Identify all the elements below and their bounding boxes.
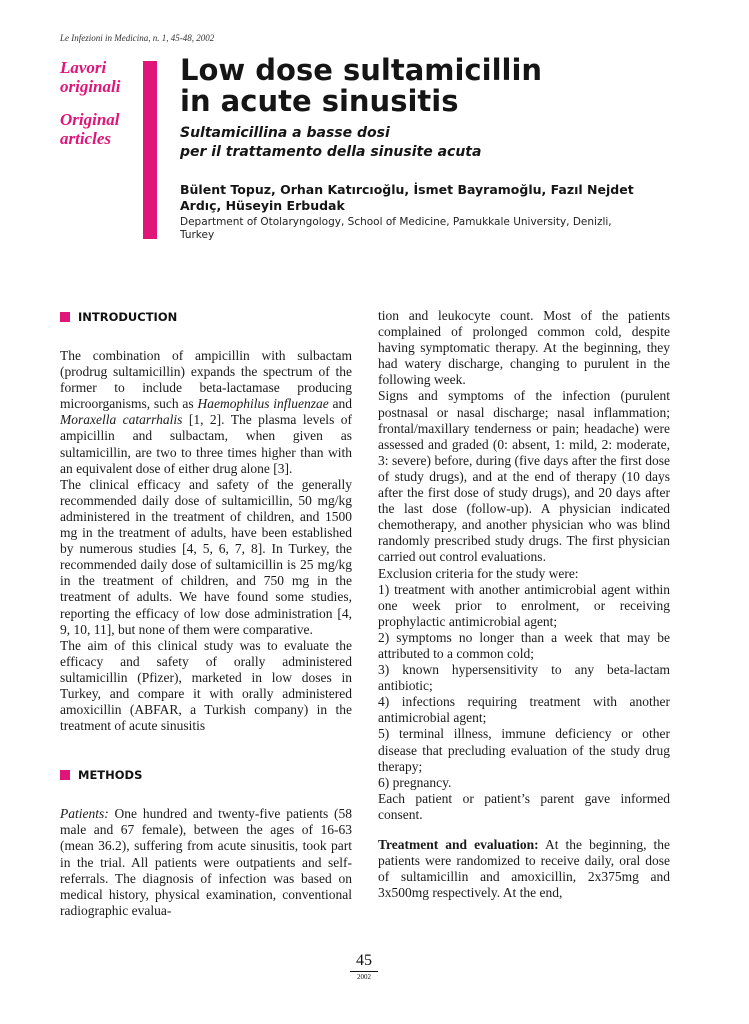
author-list: Bülent Topuz, Orhan Katırcıoğlu, İsmet Bayramoğlu, Fazıl Nejdet Ardıç, Hüseyin Erbudak	[180, 182, 634, 213]
section-label	[60, 58, 150, 162]
exclusion-item: 3) known hypersensitivity to any beta-lactam antibiotic;	[378, 662, 670, 694]
heading-square-icon	[60, 770, 70, 780]
heading-square-icon	[60, 312, 70, 322]
article-subtitle: Sultamicillina a basse dosi per il trattamento della sinusite acuta	[180, 125, 482, 160]
exclusion-intro: Exclusion criteria for the study were:	[378, 565, 579, 581]
article-title: Low dose sultamicillin in acute sinusitis	[180, 53, 543, 118]
methods-heading: METHODS	[60, 766, 352, 784]
intro-paragraph-3: The aim of this clinical study was to evaluate the efficacy and safety of orally administered sultamicillin (Pfizer), marketed in low doses in Turkey, and compare it with orally administered amoxicillin (ABFAR, a Turkish company) in the treatment of acute sinusitis	[60, 637, 352, 734]
methods-paragraph-continued: tion and leukocyte count. Most of the patients complained of prolonged common cold, despite having symptomatic therapy. At the beginning, they had watery discharge, changing to purulent in the following week.	[378, 308, 670, 388]
exclusion-item: 4) infections requiring treatment with another antimicrobial agent;	[378, 694, 670, 726]
methods-paragraph-signs: Signs and symptoms of the infection (purulent postnasal or nasal discharge; nasal inflammation; frontal/maxillary tenderness or pain; headache) were assessed and graded (0: absent, 1: mild, 2: moderate, 3: severe) before, during (five days after the first dose of study drugs), and at the end of therapy (10 days after the first dose of study drugs), and 20 days after the last dose (follow-up). A physician indicated chemotherapy, and another physician who was blind randomly prescribed study drugs. The first physician carried out control evaluations.	[378, 388, 670, 565]
methods-paragraph-patients: Patients: One hundred and twenty-five patients (58 male and 67 female), between the ages of 16-63 (mean 36.2), suffering from acute sinusitis, took part in the trial. All patients were outpatients and self-referrals. The diagnosis of infection was based on medical history, physical examination, conventional radiographic evalua-	[60, 806, 352, 918]
page-number: 45 2002	[350, 953, 378, 981]
section-label-english: Original articles	[60, 110, 120, 148]
left-column	[60, 308, 352, 919]
intro-paragraph-1: The combination of ampicillin with sulbactam (prodrug sultamicillin) expands the spectrum of the former to include beta-lactamase producing microorganisms, such as Haemophilus influenzae and Moraxella catarrhalis [1, 2]. The plasma levels of ampicillin and sulbactam, when given as sultamicillin, are two to three times higher than with an equivalent dose of either drug alone [3].	[60, 348, 352, 476]
exclusion-item: 6) pregnancy.	[378, 774, 452, 790]
exclusion-item: 2) symptoms no longer than a week that may be attributed to a common cold;	[378, 629, 670, 661]
accent-bar	[143, 61, 157, 239]
consent-paragraph: Each patient or patient’s parent gave informed consent.	[378, 790, 670, 822]
journal-citation: Le Infezioni in Medicina, n. 1, 45-48, 2002	[60, 33, 215, 43]
intro-paragraph-2: The clinical efficacy and safety of the generally recommended daily dose of sultamicillin, 50 mg/kg administered in the treatment of children, and 1500 mg in the treatment of adults, have been established by numerous studies [4, 5, 6, 7, 8]. In Turkey, the recommended daily dose of sultamicillin is 25 mg/kg in the treatment of children, and 750 mg in the treatment of adults. We have found some studies, reporting the efficacy of low dose administration [4, 9, 10, 11], but none of them were comparative.	[60, 476, 352, 637]
right-column	[378, 308, 670, 901]
introduction-heading: INTRODUCTION	[60, 308, 352, 326]
exclusion-item: 5) terminal illness, immune deficiency or other disease that precluding evaluation of the study drug therapy;	[378, 726, 670, 774]
treatment-paragraph: Treatment and evaluation: At the beginning, the patients were randomized to receive daily, oral dose of sultamicillin and amoxicillin, 2x375mg and 3x500mg respectively. At the end,	[378, 837, 671, 901]
exclusion-item: 1) treatment with another antimicrobial agent within one week prior to enrolment, or receiving prophylactic antimicrobial agent;	[378, 581, 670, 629]
section-label-italian: Lavori originali	[60, 58, 121, 96]
affiliation: Department of Otolaryngology, School of Medicine, Pamukkale University, Denizli, Turkey	[180, 216, 612, 241]
